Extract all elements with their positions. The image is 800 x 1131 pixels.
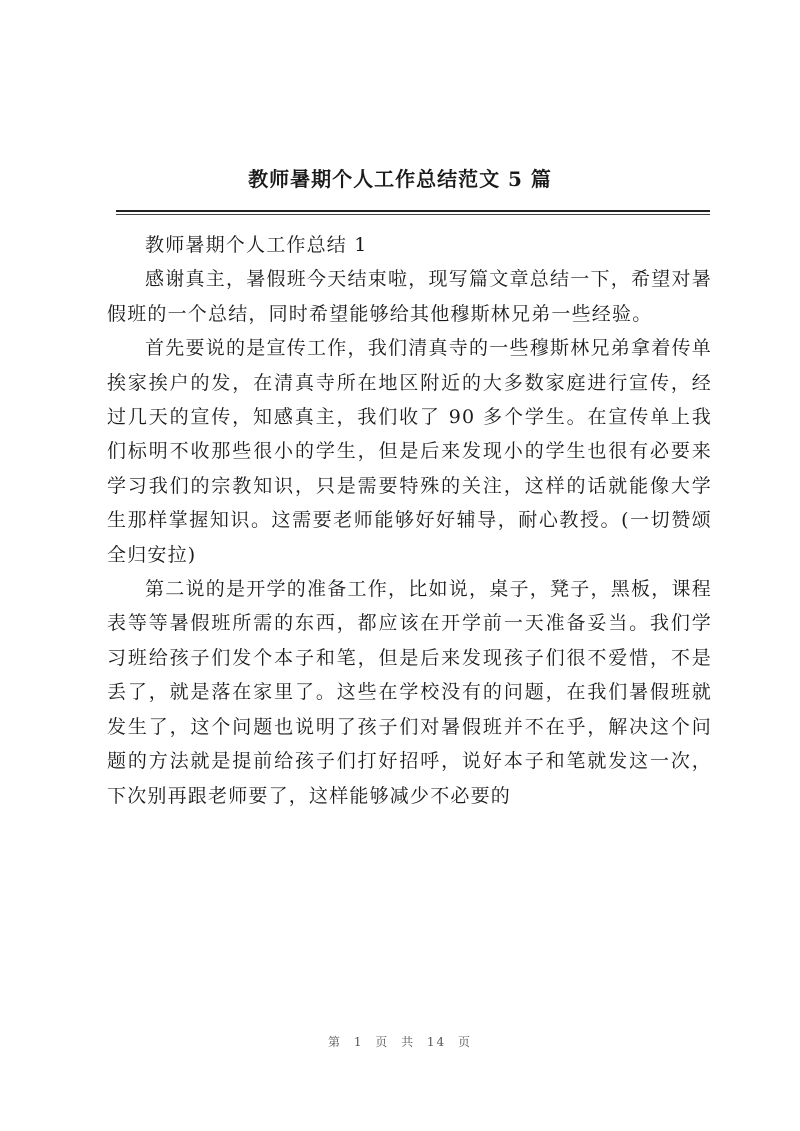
paragraph-1: 感谢真主，暑假班今天结束啦，现写篇文章总结一下，希望对暑假班的一个总结，同时希望能够给其他穆斯林兄弟一些经验。 — [107, 268, 712, 325]
section-heading: 教师暑期个人工作总结 1 — [145, 234, 368, 256]
page-number-footer: 第 1 页 共 14 页 — [328, 1035, 472, 1049]
document-body — [107, 228, 712, 813]
page-title: 教师暑期个人工作总结范文 5 篇 — [248, 167, 552, 191]
paragraph-3: 第二说的是开学的准备工作，比如说，桌子，凳子，黑板，课程表等等暑假班所需的东西，都应该在开学前一天准备妥当。我们学习班给孩子们发个本子和笔，但是后来发现孩子们很不爱惜，不是丢了，就是落在家里了。这些在学校没有的问题，在我们暑假班就发生了，这个问题也说明了孩子们对暑假班并不在乎，解决这个问题的方法就是提前给孩子们打好招呼，说好本子和笔就发这一次，下次别再跟老师要了，这样能够减少不必要的 — [107, 578, 712, 807]
title-divider — [116, 210, 710, 212]
paragraph-2: 首先要说的是宣传工作，我们清真寺的一些穆斯林兄弟拿着传单挨家挨户的发，在清真寺所在地区附近的大多数家庭进行宣传，经过几天的宣传，知感真主，我们收了 90 多个学生。在宣传单上我们标明不收那些很小的学生，但是后来发现小的学生也很有必要来学习我们的宗教知识，只是需要特殊的关注，这样的话就能像大学生那样掌握知识。这需要老师能够好好辅导，耐心教授。(一切赞颂全归安拉) — [107, 337, 712, 566]
title-divider-thin — [116, 214, 710, 215]
